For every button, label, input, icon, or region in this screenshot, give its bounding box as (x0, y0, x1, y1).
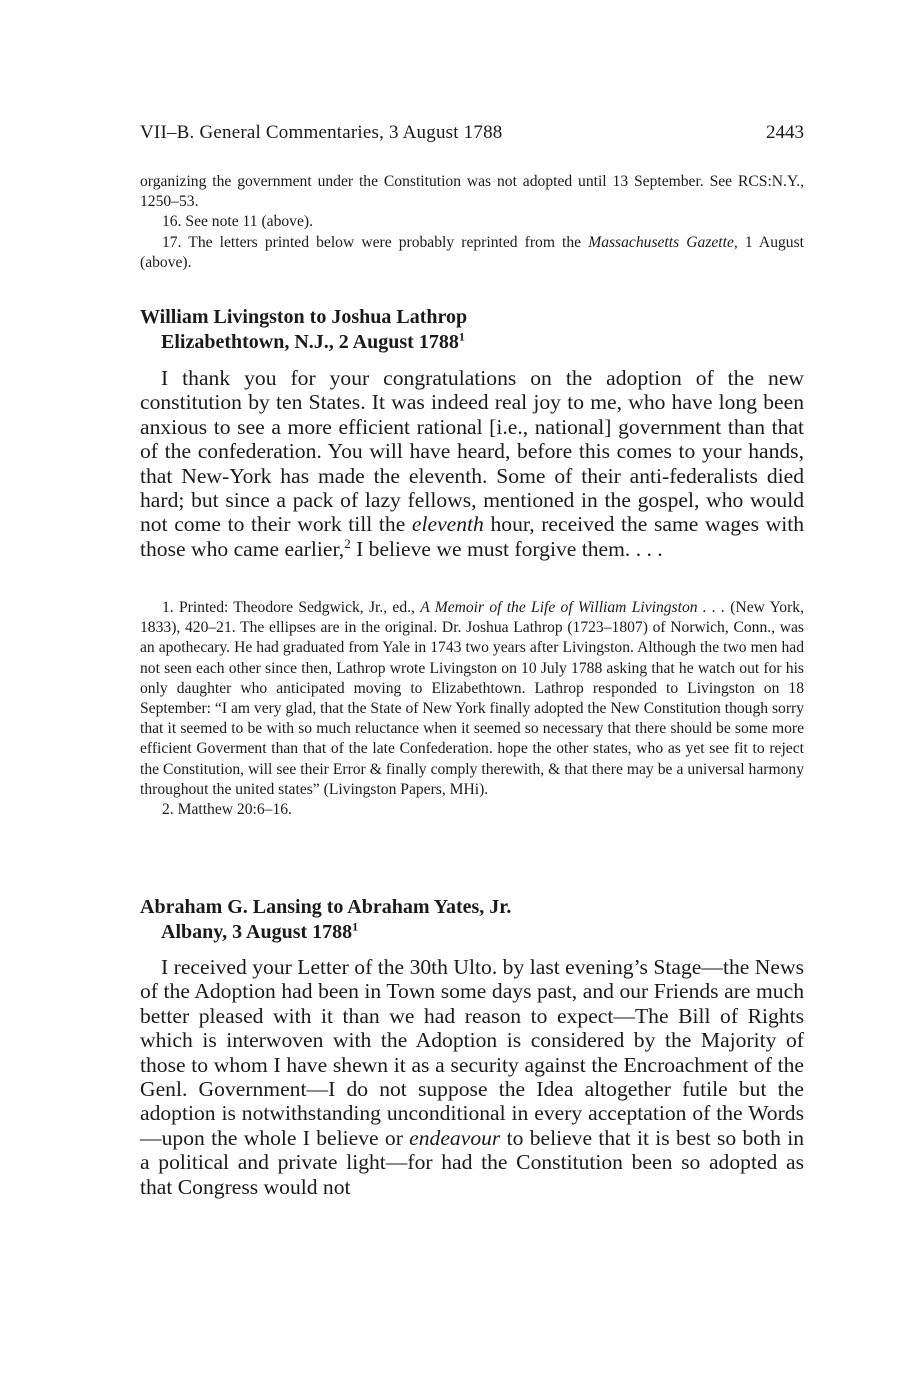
page-number: 2443 (766, 122, 804, 143)
letter2-italic: endeavour (409, 1125, 501, 1150)
letter2-heading (140, 895, 804, 945)
letter1-heading-line2: Elizabethtown, N.J., 2 August 1788$^1$ (161, 329, 465, 353)
letter2-paragraph: I received your Letter of the 30th Ulto. by last evening’s Stage—the News of the Adoption had been in Town some days past, and our Friends are much better pleased with it than we had reason to expect—The Bill of Rights which is interwoven with the Adoption is considered by the Majority of those to whom I have shewn it as a security against the Encroachment of the Genl. Government—I do not suppose the Idea altogether futile but the adoption is notwithstanding unconditional in every acceptation of the Words—upon the whole I believe or endeavour to believe that it is best so both in a political and private light—for had the Constitution been so adopted as that Congress would not (140, 955, 804, 1199)
footnote-17-italic: Massachusetts Gazette, (588, 233, 738, 251)
letter1-note-2: 2. Matthew 20:6–16. (162, 801, 292, 819)
footnote-continuation: organizing the government under the Constitution was not adopted until 13 September. See RCS:N.Y., 1250–53. (140, 173, 804, 211)
footnote-17: 17. The letters printed below were probably reprinted from the Massachusetts Gazette, 1 August (above). (140, 233, 804, 271)
letter1-note-1: 1. Printed: Theodore Sedgwick, Jr., ed., A Memoir of the Life of William Livingston . . . (New York, 1833), 420–21. The ellipses are in the original. Dr. Joshua Lathrop (1723–1807) of Norwich, Conn., was an apothecary. He had graduated from Yale in 1743 two years after Livingston. Although the two men had not seen each other since then, Lathrop wrote Livingston on 10 July 1788 asking that he watch out for his only daughter who anticipated moving to Elizabethtown. Lathrop responded to Livingston on 18 September: “I am very glad, that the State of New York finally adopted the New Constitution though sorry that it seemed to be with so much reluctance when it seemed so necessary that there should be some more efficient Goverment than that of the late Confederation. hope the other states, who as yet see fit to reject the Constitution, will see their Error & finally comply therewith, & that there may be a universal harmony throughout the united states” (Livingston Papers, MHi). (140, 599, 804, 798)
letter1-heading-line1: William Livingston to Joshua Lathrop (140, 306, 468, 328)
letter1-body-ref: 2 (344, 535, 351, 551)
letter1-footnotes (140, 598, 804, 820)
letter2-body (140, 955, 804, 1199)
letter1-heading-ref: 1 (458, 329, 465, 344)
letter2-heading-ref: 1 (352, 919, 359, 934)
top-footnotes (140, 172, 804, 273)
letter1-heading (140, 305, 804, 355)
letter2-heading-line1: Abraham G. Lansing to Abraham Yates, Jr. (140, 896, 512, 918)
letter1-body (140, 366, 804, 561)
running-head-title: VII–B. General Commentaries, 3 August 1788 (140, 122, 503, 143)
letter1-note-1-italic: A Memoir of the Life of William Livingston . . . (420, 599, 726, 616)
letter2-heading-line2: Albany, 3 August 1788$^1$ (161, 919, 359, 943)
letter1-paragraph: I thank you for your congratulations on the adoption of the new constitution by ten States. It was indeed real joy to me, who have long been anxious to see a more efficient rational [i.e., national] government than that of the confederation. You will have heard, before this comes to your hands, that New-York has made the eleventh. Some of their anti-federalists died hard; but since a pack of lazy fellows, mentioned in the gospel, who would not come to their work till the eleventh hour, received the same wages with those who came earlier,$^2$ I believe we must forgive them. . . . (140, 366, 804, 561)
letter1-italic: eleventh (411, 512, 484, 537)
running-head (140, 122, 804, 152)
footnote-16: 16. See note 11 (above). (162, 213, 313, 231)
